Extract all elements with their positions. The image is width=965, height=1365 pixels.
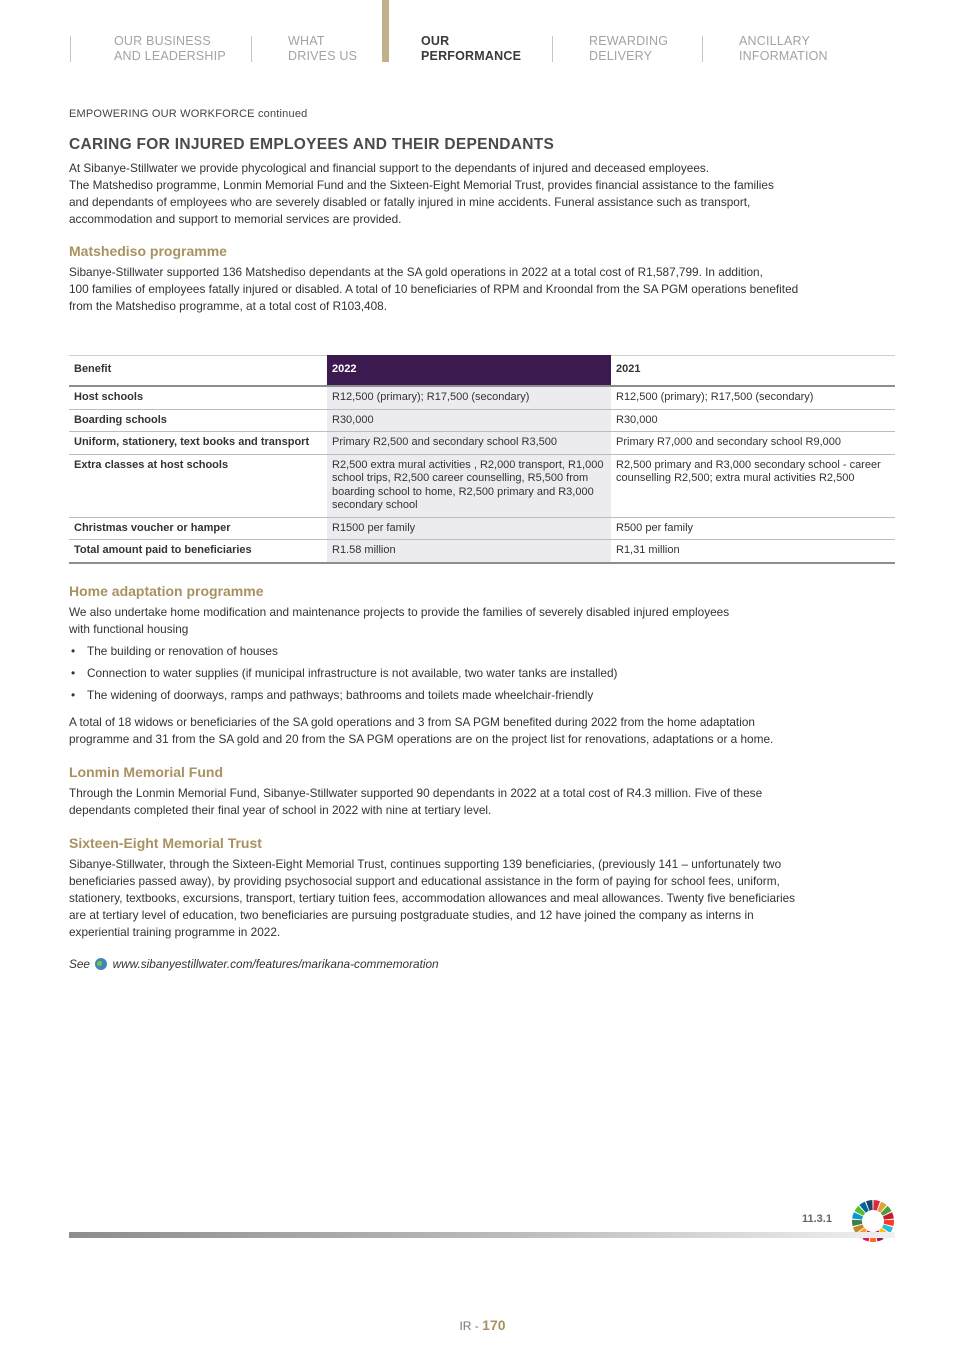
value-2021: R12,500 (primary); R17,500 (secondary) <box>611 386 895 409</box>
body-line: dependants completed their final year of school in 2022 with nine at tertiary level. <box>69 803 492 817</box>
intro-line: The Matshediso programme, Lonmin Memorial Fund and the Sixteen-Eight Memorial Trust, provides financial assistance to the families <box>69 178 774 192</box>
table-row <box>69 386 895 409</box>
sixteen-eight-section <box>69 835 894 941</box>
nav-divider <box>552 36 553 62</box>
marikana-link[interactable]: www.sibanyestillwater.com/features/marikana-commemoration <box>112 957 439 971</box>
value-2022: Primary R2,500 and secondary school R3,500 <box>327 432 611 455</box>
nav-item-line1: ANCILLARY <box>739 34 811 48</box>
value-2021: R30,000 <box>611 409 895 432</box>
value-2022: R1500 per family <box>327 517 611 540</box>
page-title: CARING FOR INJURED EMPLOYEES AND THEIR DEPENDANTS <box>69 136 555 153</box>
list-item-text: The building or renovation of houses <box>87 644 278 658</box>
column-header-2022: 2022 <box>327 356 611 387</box>
section-heading: Lonmin Memorial Fund <box>69 764 223 780</box>
nav-item-rewarding-delivery[interactable] <box>589 34 668 64</box>
body-line: Through the Lonmin Memorial Fund, Sibanye-Stillwater supported 90 dependants in 2022 at a total cost of R4.3 million. Five of these <box>69 786 763 800</box>
table-row <box>69 517 895 540</box>
body-line: We also undertake home modification and maintenance projects to provide the families of severely disabled injured employees <box>69 605 730 619</box>
footer-divider <box>69 1232 895 1238</box>
benefit-label: Uniform, stationery, text books and transport <box>69 432 327 455</box>
body-line: A total of 18 widows or beneficiaries of the SA gold operations and 3 from SA PGM benefited during 2022 from the home adaptation <box>69 715 755 729</box>
page-number-value: 170 <box>482 1317 506 1333</box>
matshediso-section <box>69 243 894 315</box>
body-line: experiential training programme in 2022. <box>69 925 281 939</box>
nav-item-our-business[interactable] <box>114 34 226 64</box>
value-2021: R500 per family <box>611 517 895 540</box>
list-item: • The building or renovation of houses <box>71 644 278 658</box>
nav-item-line1: OUR BUSINESS <box>114 34 211 48</box>
see-prefix: See <box>69 957 90 971</box>
table-row <box>69 409 895 432</box>
body-line: from the Matshediso programme, at a total cost of R103,408. <box>69 299 388 313</box>
value-2022: R1.58 million <box>327 540 611 563</box>
value-2022: R2,500 extra mural activities , R2,000 transport, R1,000 school trips, R2,500 career counselling, R5,500 from boarding school to home, R2,500 primary and R3,000 secondary school <box>327 454 611 517</box>
list-item-text: Connection to water supplies (if municipal infrastructure is not available, two water tanks are installed) <box>87 666 618 680</box>
section-heading: Matshediso programme <box>69 243 227 259</box>
nav-active-indicator <box>382 0 389 62</box>
nav-item-ancillary-information[interactable] <box>739 34 828 64</box>
list-item-text: The widening of doorways, ramps and pathways; bathrooms and toilets made wheelchair-friendly <box>87 688 594 702</box>
intro-line: and dependants of employees who are severely disabled or fatally injured in mine accidents. Funeral assistance such as transport, <box>69 195 751 209</box>
nav-divider <box>70 36 71 62</box>
body-line: programme and 31 from the SA gold and 20 from the SA PGM operations are on the project list for renovations, adaptations or a home. <box>69 732 774 746</box>
nav-item-line2: DELIVERY <box>589 49 653 63</box>
nav-item-line2: PERFORMANCE <box>421 49 522 63</box>
nav-item-line1: WHAT <box>288 34 325 48</box>
page-prefix: IR - <box>459 1319 479 1333</box>
section-heading: Sixteen-Eight Memorial Trust <box>69 835 262 851</box>
list-item: • Connection to water supplies (if municipal infrastructure is not available, two water tanks are installed) <box>71 666 618 680</box>
value-2021: R2,500 primary and R3,000 secondary school - career counselling R2,500; extra mural activities R2,500 <box>611 454 895 517</box>
value-2022: R12,500 (primary); R17,500 (secondary) <box>327 386 611 409</box>
nav-item-line2: INFORMATION <box>739 49 828 63</box>
nav-divider <box>251 36 252 62</box>
table-row <box>69 454 895 517</box>
intro-line: At Sibanye-Stillwater we provide phycological and financial support to the dependants of injured and deceased employees. <box>69 161 710 175</box>
top-navigation <box>0 0 965 80</box>
intro-paragraph <box>69 160 894 228</box>
benefit-label: Boarding schools <box>69 409 327 432</box>
nav-item-our-performance[interactable] <box>421 34 521 64</box>
see-reference <box>69 957 894 971</box>
value-2022: R30,000 <box>327 409 611 432</box>
column-header-2021: 2021 <box>611 356 895 387</box>
list-item: • The widening of doorways, ramps and pathways; bathrooms and toilets made wheelchair-friendly <box>71 688 594 702</box>
value-2021: R1,31 million <box>611 540 895 563</box>
benefit-label: Total amount paid to beneficiaries <box>69 540 327 563</box>
body-line: with functional housing <box>69 622 189 636</box>
table-row-total <box>69 540 895 563</box>
globe-icon <box>95 958 107 970</box>
section-kicker: EMPOWERING OUR WORKFORCE continued <box>69 108 308 120</box>
body-line: stationery, textbooks, excursions, transport, tertiary tuition fees, accommodation allowances and meal allowances. Twenty five beneficiaries <box>69 891 796 905</box>
value-2021: Primary R7,000 and secondary school R9,000 <box>611 432 895 455</box>
benefit-label: Host schools <box>69 386 327 409</box>
table-row <box>69 432 895 455</box>
benefits-table <box>69 355 895 564</box>
intro-line: accommodation and support to memorial services are provided. <box>69 212 402 226</box>
column-header-benefit: Benefit <box>69 356 327 387</box>
nav-item-what-drives-us[interactable] <box>288 34 357 64</box>
nav-divider <box>702 36 703 62</box>
nav-item-line1: OUR <box>421 34 450 48</box>
body-line: Sibanye-Stillwater, through the Sixteen-Eight Memorial Trust, continues supporting 139 beneficiaries, (previously 141 – unfortunately two <box>69 857 782 871</box>
benefit-label: Christmas voucher or hamper <box>69 517 327 540</box>
bullet-list <box>69 643 894 704</box>
body-line: Sibanye-Stillwater supported 136 Matshediso dependants at the SA gold operations in 2022 at a total cost of R1,587,799. In addition, <box>69 265 763 279</box>
section-heading: Home adaptation programme <box>69 583 264 599</box>
nav-item-line1: REWARDING <box>589 34 669 48</box>
home-adaptation-section <box>69 583 894 748</box>
body-line: beneficiaries passed away), by providing psychosocial support and educational assistance in the form of paying for school fees, uniform, <box>69 874 780 888</box>
benefit-label: Extra classes at host schools <box>69 454 327 517</box>
body-line: are at tertiary level of education, two beneficiaries are pursuing postgraduate studies, and 12 have joined the company as interns in <box>69 908 754 922</box>
table-header-row <box>69 356 895 387</box>
body-line: 100 families of employees fatally injured or disabled. A total of 10 beneficiaries of RPM and Kroondal from the SA PGM operations benefited <box>69 282 799 296</box>
nav-item-line2: DRIVES US <box>288 49 358 63</box>
sdg-target-code: 11.3.1 <box>802 1213 832 1225</box>
page-number <box>0 1317 965 1333</box>
lonmin-section <box>69 764 894 819</box>
nav-item-line2: AND LEADERSHIP <box>114 49 226 63</box>
